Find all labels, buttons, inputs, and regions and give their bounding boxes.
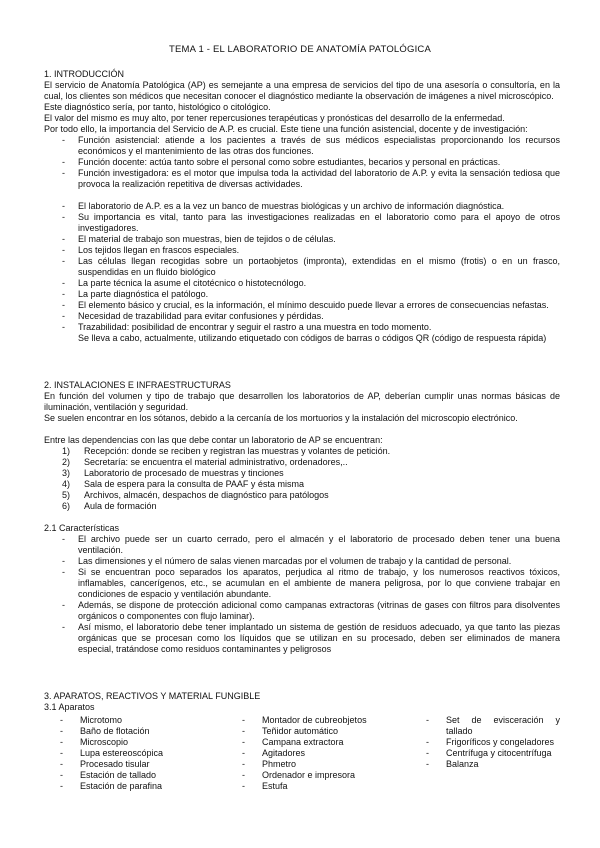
list-item: 1) Recepción: donde se reciben y registran las muestras y volantes de petición. (62, 446, 391, 456)
section-introduccion (44, 69, 560, 344)
list-item: - Microtomo (44, 715, 234, 726)
list-item: 4) Sala de espera para la consulta de PAAF y ésta misma (62, 479, 304, 489)
list-item: - Teñidor automático (226, 726, 416, 737)
paragraph: El valor del mismo es muy alto, por tener repercusiones terapéuticas y pronósticas del desarrollo de la enfermedad. (44, 113, 505, 123)
list-item: - Balanza (410, 759, 560, 770)
list-item: - Set de evisceración y tallado (410, 715, 560, 737)
section-aparatos (44, 691, 560, 713)
list-item: - El material de trabajo son muestras, bien de tejidos o de células. (44, 234, 560, 245)
list-item: - Así mismo, el laboratorio debe tener implantado un sistema de gestión de residuos adecuado, ya que tanto las piezas orgánicas que se procesan como los líquidos que se utilizan en su procesado, deben ser eliminados de manera especial, tratándose como residuos contaminantes y peligrosos (44, 622, 560, 655)
equipment-column-2 (226, 715, 416, 792)
points-list (44, 201, 560, 333)
list-item: - Agitadores (226, 748, 416, 759)
list-item: - Frigoríficos y congeladores (410, 737, 560, 748)
paragraph: Este diagnóstico sería, por tanto, histológico o citológico. (44, 102, 271, 112)
section-instalaciones (44, 380, 560, 655)
list-item: - El laboratorio de A.P. es a la vez un banco de muestras biológicas y un archivo de información diagnóstica. (44, 201, 560, 212)
list-item: - La parte técnica la asume el citotécnico o histotecnólogo. (44, 278, 560, 289)
list-item: - Microscopio (44, 737, 234, 748)
list-item: 3) Laboratorio de procesado de muestras y tinciones (62, 468, 284, 478)
list-item: - Función investigadora: es el motor que impulsa toda la actividad del laboratorio de A.P. y evita la sensación tediosa que provoca la realización repetitiva de diversas actividades. (44, 168, 560, 190)
list-item: - Lupa estereoscópica (44, 748, 234, 759)
list-item: - Centrífuga y citocentrífuga (410, 748, 560, 759)
list-item: - Las dimensiones y el número de salas vienen marcadas por el volumen de trabajo y la cantidad de personal. (44, 556, 560, 567)
list-item: 5) Archivos, almacén, despachos de diagnóstico para patólogos (62, 490, 329, 500)
paragraph: Por todo ello, la importancia del Servicio de A.P. es crucial. Este tiene una función asistencial, docente y de investigación: (44, 124, 528, 134)
list-item: - Función docente: actúa tanto sobre el personal como sobre estudiantes, becarios y personal en prácticas. (44, 157, 560, 168)
list-item: - Trazabilidad: posibilidad de encontrar y seguir el rastro a una muestra en todo momento. (44, 322, 560, 333)
list-item: - Su importancia es vital, tanto para las investigaciones realizadas en el laboratorio como para el apoyo de otros investigadores. (44, 212, 560, 234)
section-heading: 1. INTRODUCCIÓN (44, 69, 125, 79)
subsection-heading: 2.1 Características (44, 523, 120, 533)
dependencies-list (44, 446, 560, 512)
subsection-heading: 3.1 Aparatos (44, 702, 95, 712)
list-item: - El elemento básico y crucial, es la información, el mínimo descuido puede llevar a errores de consecuencias nefastas. (44, 300, 560, 311)
list-item: - El archivo puede ser un cuarto cerrado, pero el almacén y el laboratorio de procesado deben tener una buena ventilación. (44, 534, 560, 556)
list-item: 6) Aula de formación (62, 501, 157, 511)
list-item: - Campana extractora (226, 737, 416, 748)
list-item: - Las células llegan recogidas sobre un portaobjetos (impronta), extendidas en el mismo (frotis) o en un frasco, suspendidas en un fluido biológico (44, 256, 560, 278)
document-title: TEMA 1 - EL LABORATORIO DE ANATOMÍA PATOLÓGICA (168, 44, 432, 55)
list-item: - Baño de flotación (44, 726, 234, 737)
list-item: - Además, se dispone de protección adicional como campanas extractoras (vitrinas de gases con filtros para disolventes orgánicos o componentes con flujo laminar). (44, 600, 560, 622)
section-heading: 2. INSTALACIONES E INFRAESTRUCTURAS (44, 380, 231, 390)
list-item: - Función asistencial: atiende a los pacientes a través de sus médicos especialistas proporcionando los recursos económicos y el mantenimiento de las otras dos funciones. (44, 135, 560, 157)
section-heading: 3. APARATOS, REACTIVOS Y MATERIAL FUNGIBLE (44, 691, 261, 701)
paragraph: En función del volumen y tipo de trabajo que desarrollen los laboratorios de AP, deberían cumplir unas normas básicas de iluminación, ventilación y seguridad. (44, 391, 560, 412)
list-item: 2) Secretaría: se encuentra el material administrativo, ordenadores,.. (62, 457, 348, 467)
paragraph: El servicio de Anatomía Patológica (AP) es semejante a una empresa de servicios del tipo de una asesoría o consultoría, en la cual, los clientes son médicos que necesitan conocer el diagnóstico mediante la observación de imágenes a nivel microscópico. (44, 80, 560, 101)
paragraph: Se suelen encontrar en los sótanos, debido a la cercanía de los mortuorios y la instalación del microscopio electrónico. (44, 413, 518, 423)
list-item: - Procesado tisular (44, 759, 234, 770)
functions-list (44, 135, 560, 190)
list-item: - Necesidad de trazabilidad para evitar confusiones y pérdidas. (44, 311, 560, 322)
list-item: - Phmetro (226, 759, 416, 770)
list-item: - Los tejidos llegan en frascos especiales. (44, 245, 560, 256)
list-item: - Montador de cubreobjetos (226, 715, 416, 726)
list-item: - Si se encuentran poco separados los aparatos, perjudica al ritmo de trabajo, y los numerosos reactivos tóxicos, inflamables, cancerígenos, etc., se acumulan en el ambiente de manera peligrosa, por lo que conviene trabajar en condiciones de espacio y ventilación abundante. (44, 567, 560, 600)
equipment-column-1 (44, 715, 234, 792)
list-item: - Ordenador e impresora (226, 770, 416, 781)
characteristics-list (44, 534, 560, 655)
list-item: - La parte diagnóstica el patólogo. (44, 289, 560, 300)
paragraph: Entre las dependencias con las que debe contar un laboratorio de AP se encuentran: (44, 435, 383, 445)
list-note: Se lleva a cabo, actualmente, utilizando etiquetado con códigos de barras o códigos QR (código de respuesta rápida) (78, 333, 547, 343)
list-item: - Estufa (226, 781, 416, 792)
equipment-column-3 (410, 715, 560, 770)
list-item: - Estación de parafina (44, 781, 234, 792)
list-item: - Estación de tallado (44, 770, 234, 781)
